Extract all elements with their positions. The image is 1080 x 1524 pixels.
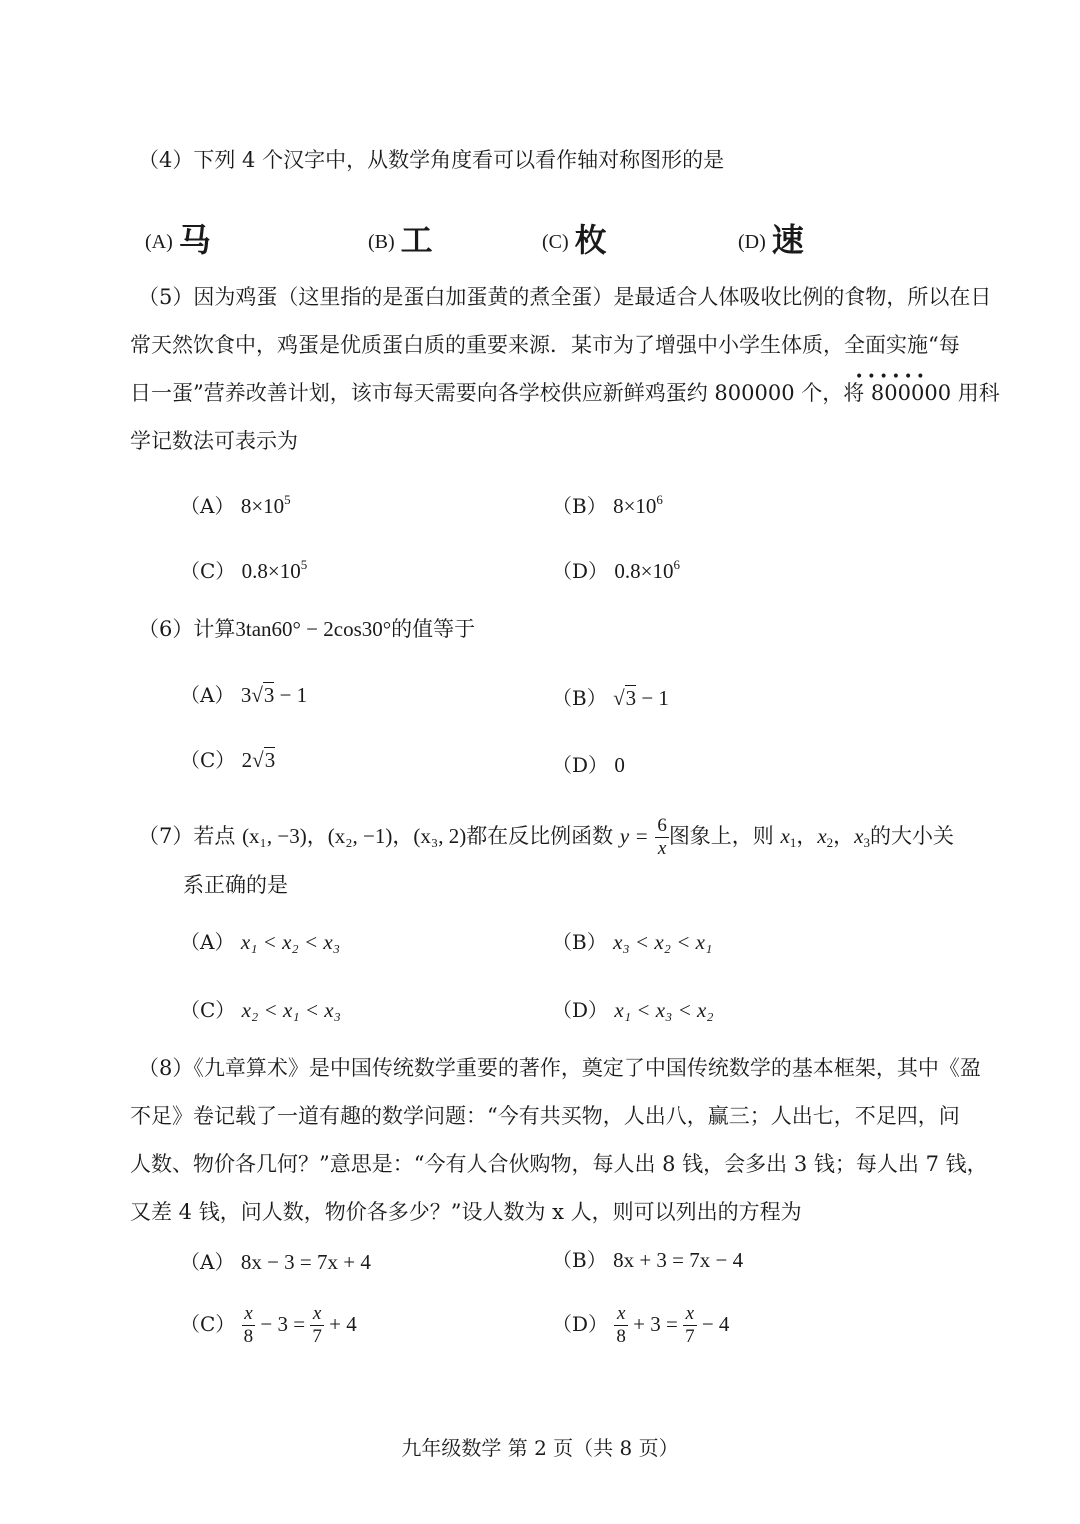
q6-option-c: （C） 2√3: [180, 748, 276, 772]
option-expression: x₁ < x₃ < x₂: [614, 998, 714, 1022]
fraction-denominator: 7: [685, 1326, 695, 1347]
option-char: 马: [178, 221, 211, 259]
q7-point-2: (x₂, −1): [327, 824, 393, 848]
q7-option-a: [180, 927, 340, 957]
q8-option-b: [552, 1245, 743, 1275]
q7-function-fraction: [655, 815, 669, 860]
q8-line-3: 人数、物价各几何？”意思是：“今有人合伙购物，每人出 8 钱，会多出 3 钱；每人出 7 钱，: [130, 1152, 988, 1176]
option-expression: 8x − 3 = 7x + 4: [240, 1250, 371, 1274]
option-label: （C）: [180, 1312, 236, 1336]
q7-option-b: [552, 927, 712, 957]
q6-stem: [138, 614, 475, 644]
q8-line-2: 不足》卷记载了一道有趣的数学问题：“今有共买物，人出八，赢三；人出七，不足四，问: [130, 1104, 960, 1128]
fraction: [242, 1303, 256, 1348]
q7-line-2: 系正确的是: [183, 873, 288, 897]
option-radicand: 3: [264, 748, 276, 772]
fraction: [614, 1303, 628, 1348]
option-char: 速: [771, 221, 804, 259]
fraction-numerator: x: [683, 1303, 697, 1326]
fraction-numerator: x: [242, 1303, 256, 1326]
option-label: (A): [145, 231, 173, 253]
fraction: [683, 1303, 697, 1348]
option-expression: x₁ < x₂ < x₃: [240, 930, 341, 954]
option-label: （A）: [180, 930, 235, 954]
option-mantissa: 0.8×10: [614, 559, 674, 583]
option-coef: 3: [240, 683, 252, 707]
q6-prefix: （6）计算: [138, 617, 236, 641]
option-label: （C）: [180, 748, 236, 772]
q8-line-1: （8）《九章算术》是中国传统数学重要的著作，奠定了中国传统数学的基本框架，其中《盈: [138, 1056, 981, 1080]
option-exponent: 6: [673, 557, 680, 572]
option-label: （A）: [180, 1250, 235, 1274]
q4-option-c: [542, 221, 607, 259]
q5-option-d: [552, 550, 680, 586]
option-label: （B）: [552, 930, 607, 954]
q7-text: 图象上，则: [668, 824, 774, 848]
fraction-denominator: 7: [312, 1326, 322, 1347]
option-char: 枚: [574, 221, 607, 259]
option-value: 0: [614, 753, 625, 777]
fraction-numerator: x: [614, 1303, 628, 1326]
q4-stem: （4）下列 4 个汉字中，从数学角度看可以看作轴对称图形的是: [138, 148, 725, 172]
option-expression: 8x + 3 = 7x − 4: [613, 1248, 744, 1272]
option-middle: + 3 =: [627, 1312, 684, 1336]
q7-option-d: [552, 995, 714, 1025]
q5-line-3: 日一蛋”营养改善计划，该市每天需要向各学校供应新鲜鸡蛋约 800000 个，将 800000 用科: [130, 381, 1000, 405]
q5-line-2: 常天然饮食中，鸡蛋是优质蛋白质的重要来源．某市为了增强中小学生体质，全面实施“每: [130, 333, 960, 357]
option-exponent: 6: [656, 492, 663, 507]
option-label: (C): [542, 231, 569, 253]
q7-point-1: (x₁, −3): [242, 824, 307, 848]
q7-text: 若点: [193, 824, 236, 848]
q7-text: 都在反比例函数: [466, 824, 614, 848]
q8-option-c: [180, 1298, 357, 1350]
option-label: （D）: [552, 559, 609, 583]
page-footer: 九年级数学 第 2 页（共 8 页）: [401, 1436, 679, 1460]
q6-suffix: 的值等于: [391, 617, 476, 641]
q6-expression: 3tan60° − 2cos30°: [235, 617, 392, 641]
option-label: （D）: [552, 998, 609, 1022]
q6-option-a: （A） 3√3 − 1: [180, 683, 308, 707]
q6-option-b: （B） √3 − 1: [552, 686, 669, 710]
option-exponent: 5: [300, 557, 308, 572]
emphasis-dots: ••••••: [855, 369, 929, 385]
q4-option-d: [738, 221, 804, 259]
q5-line-1: （5）因为鸡蛋（这里指的是蛋白加蛋黄的煮全蛋）是最适合人体吸收比例的食物，所以在日: [138, 285, 992, 309]
option-label: （D）: [552, 1312, 609, 1336]
fraction-numerator: x: [310, 1303, 324, 1326]
option-label: （C）: [180, 998, 236, 1022]
fraction-denominator: 8: [243, 1326, 254, 1347]
option-label: （B）: [552, 686, 607, 710]
q4-option-b: [368, 221, 433, 259]
option-label: (D): [738, 231, 766, 253]
q5-option-a: [180, 485, 291, 521]
fraction: [310, 1303, 324, 1348]
option-radicand: 3: [263, 683, 275, 707]
option-mantissa: 8×10: [240, 494, 285, 518]
q7-point-3: (x₃, 2): [413, 824, 467, 848]
option-label: （D）: [552, 753, 609, 777]
option-label: （A）: [180, 683, 235, 707]
option-label: （A）: [180, 494, 235, 518]
q5-option-c: [180, 550, 307, 586]
option-tail: − 4: [696, 1312, 730, 1336]
fraction-denominator: x: [657, 838, 667, 859]
option-label: （B）: [552, 494, 607, 518]
q4-option-a: [145, 221, 211, 259]
q8-option-a: [180, 1247, 371, 1277]
option-radicand: 3: [625, 686, 637, 710]
q6-option-d: [552, 750, 625, 780]
option-tail: + 4: [323, 1312, 357, 1336]
option-label: （C）: [180, 559, 236, 583]
q5-line-4: 学记数法可表示为: [130, 429, 298, 453]
q7-number: （7）: [138, 824, 194, 848]
option-mantissa: 0.8×10: [241, 559, 301, 583]
option-exponent: 5: [284, 492, 291, 507]
option-char: 工: [400, 221, 433, 259]
option-coef: 2: [241, 748, 253, 772]
option-label: (B): [368, 231, 395, 253]
option-tail: − 1: [274, 683, 308, 707]
q7-option-c: [180, 995, 341, 1025]
q7-text: 的大小关: [869, 824, 954, 848]
fraction-denominator: 8: [616, 1326, 626, 1347]
q8-option-d: [552, 1298, 729, 1350]
option-mantissa: 8×10: [613, 494, 657, 518]
option-expression: x₂ < x₁ < x₃: [241, 998, 341, 1022]
option-label: （B）: [552, 1248, 607, 1272]
option-middle: − 3 =: [255, 1312, 311, 1336]
fraction-numerator: 6: [657, 815, 667, 836]
q7-stem: （7）若点 (x₁, −3)，(x₂, −1)，(x₃, 2)都在反比例函数 y = $\frac{6}{x}$ 图象上，则 $x_1$，$x_2$，$x_3$的大小关: [138, 815, 954, 859]
q7-function-lhs: y =: [619, 824, 649, 848]
q5-option-b: [552, 485, 663, 521]
q8-line-4: 又差 4 钱，问人数，物价各多少？”设人数为 x 人，则可以列出的方程为: [130, 1200, 802, 1224]
option-tail: − 1: [636, 686, 669, 710]
option-expression: x₃ < x₂ < x₁: [613, 930, 713, 954]
